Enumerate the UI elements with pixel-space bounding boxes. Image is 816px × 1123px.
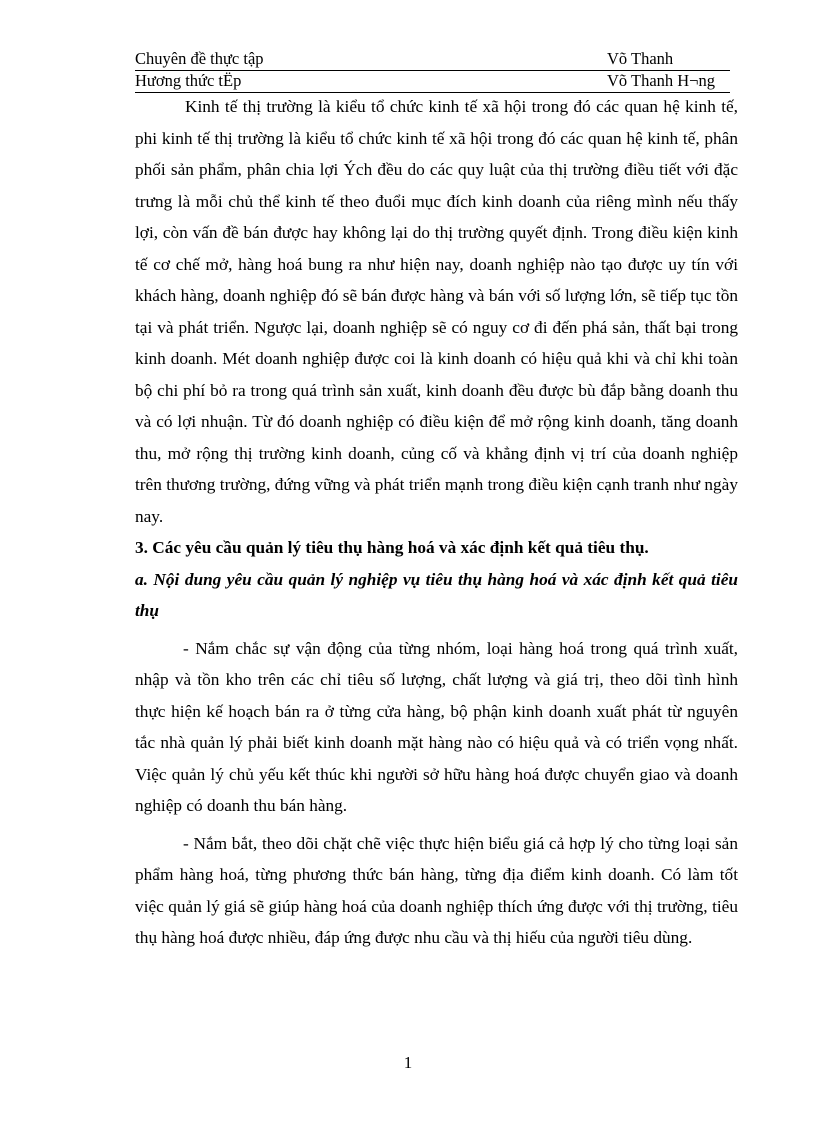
paragraph-bullet-1: - Nắm chắc sự vận động của từng nhóm, loại hàng hoá trong quá trình xuất, nhập và tồn kho trên các chỉ tiêu số lượng, chất lượng và giá trị, theo dõi tình hình thực hiện kế hoạch bán ra ở từng cửa hàng, bộ phận kinh doanh xuất phát từ nguyên tắc nhà quản lý phải biết kinh doanh mặt hàng nào có hiệu quả và có triển vọng nhất. Việc quản lý chủ yếu kết thúc khi người sở hữu hàng hoá được chuyển giao và doanh nghiệp có doanh thu bán hàng. bbox=[135, 638, 738, 815]
header-title: Chuyên đề thực tập bbox=[135, 49, 264, 68]
paragraph-bullet-2: - Nắm bắt, theo dõi chặt chẽ việc thực hiện biểu giá cả hợp lý cho từng loại sản phẩm hàng hoá, từng phương thức bán hàng, từng địa điểm kinh doanh. Có làm tốt việc quản lý giá sẽ giúp hàng hoá của doanh nghiệp thích ứng được với thị trường, tiêu thụ hàng hoá được nhiều, đáp ứng được nhu cầu và thị hiếu của người tiêu dùng. bbox=[135, 833, 738, 947]
subsection-heading-a: a. Nội dung yêu cầu quản lý nghiệp vụ tiêu thụ hàng hoá và xác định kết quả tiêu thụ bbox=[135, 569, 738, 620]
header-author: Võ Thanh bbox=[607, 49, 674, 68]
page-number: 1 bbox=[403, 1053, 413, 1072]
paragraph-market-economy: Kinh tế thị trường là kiểu tổ chức kinh tế xã hội trong đó các quan hệ kinh tế, phi kinh tế thị trường là kiểu tổ chức kinh tế xã hội trong đó các quan hệ kinh tế, phân phối sản phẩm, phân chia lợi Ých đều do các quy luật của thị trường điều tiết với đặc trưng là mỗi chủ thể kinh tế theo đuổi mục đích kinh doanh của riêng mình nếu thấy lợi, còn vấn đề bán được hay không lại do thị trường quyết định. Trong điều kiện kinh tế cơ chế mở, hàng hoá bung ra như hiện nay, doanh nghiệp nào tạo được uy tín với khách hàng, doanh nghiệp đó sẽ bán được hàng và bán với số lượng lớn, sẽ tiếp tục tồn tại và phát triển. Ngược lại, doanh nghiệp sẽ có nguy cơ đi đến phá sản, thất bại trong kinh doanh. Mét doanh nghiệp được coi là kinh doanh có hiệu quả khi và chỉ khi toàn bộ chi phí bỏ ra trong quá trình sản xuất, kinh doanh đều được bù đắp bằng doanh thu và có lợi nhuận. Từ đó doanh nghiệp có điều kiện để mở rộng kinh doanh, tăng doanh thu, mở rộng thị trường kinh doanh, củng cố và khẳng định vị trí của doanh nghiệp trên thương trường, đứng vững và phát triển mạnh trong điều kiện cạnh tranh như ngày nay. bbox=[135, 97, 738, 526]
running-header-row-2 bbox=[135, 72, 730, 93]
header-author-full: Võ Thanh H¬ng bbox=[607, 71, 715, 90]
running-header-row-1 bbox=[135, 50, 730, 71]
header-subtitle: Hương thức tËp bbox=[135, 71, 242, 90]
section-heading-3: 3. Các yêu cầu quản lý tiêu thụ hàng hoá và xác định kết quả tiêu thụ. bbox=[135, 538, 649, 557]
page-body bbox=[135, 91, 738, 954]
